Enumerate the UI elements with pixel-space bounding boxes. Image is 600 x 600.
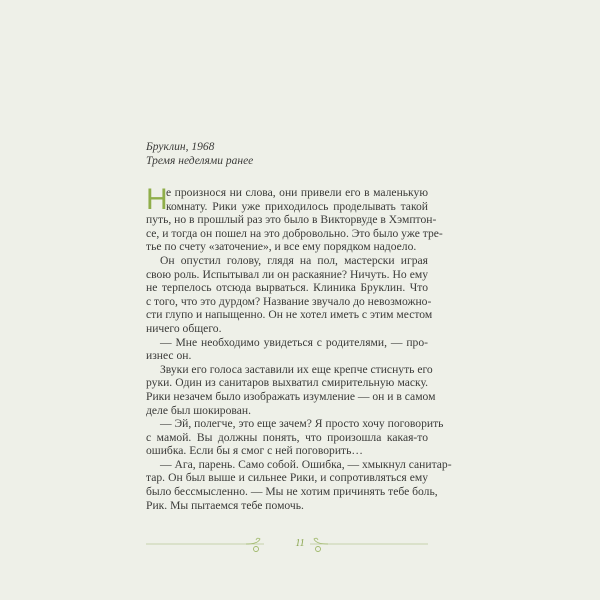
body-text bbox=[146, 183, 452, 512]
text-line: — Ага, парень. Само собой. Ошибка, — хмыкнул санитар- bbox=[160, 457, 452, 471]
text-line: — Эй, полегче, это еще зачем? Я просто хочу поговорить bbox=[160, 417, 444, 431]
text-line: тар. Он был выше и сильнее Рики, и сопротивляться ему bbox=[146, 471, 428, 485]
chapter-place-date: Бруклин, 1968 bbox=[146, 141, 215, 153]
text-line: комнату. Рики уже приходилось проделывать такой bbox=[166, 199, 428, 213]
text-line: Рик. Мы пытаемся тебе помочь. bbox=[146, 498, 304, 512]
text-line: Звуки его голоса заставили их еще крепче стиснуть его bbox=[160, 362, 433, 376]
text-line: — Мне необходимо увидеться с родителями, — про- bbox=[160, 335, 428, 349]
text-line: е произнося ни слова, они привели его в маленькую bbox=[166, 186, 428, 199]
text-line: руки. Один из санитаров выхватил смирительную маску. bbox=[146, 376, 428, 390]
text-line: с мамой. Вы должны понять, что произошла какая-то bbox=[146, 430, 428, 444]
text-line: изнес он. bbox=[146, 349, 192, 363]
text-line: тье по счету «заточение», и все ему порядком надоело. bbox=[146, 240, 417, 254]
text-line: сти глупо и напыщенно. Он не хотел иметь с этим местом bbox=[146, 308, 433, 322]
text-line: ошибка. Если бы я смог с ней поговорить… bbox=[146, 444, 363, 458]
text-line: Рики незачем было изображать изумление — он и в самом bbox=[146, 389, 436, 403]
text-line: путь, но в прошлый раз это было в Викторвуде в Хэмптон- bbox=[146, 213, 437, 227]
chapter-subtitle: Тремя неделями ранее bbox=[146, 155, 254, 167]
text-line: Он опустил голову, глядя на пол, мастерски играя bbox=[160, 253, 428, 267]
text-line: ничего общего. bbox=[146, 321, 222, 335]
page-number: 11 bbox=[295, 538, 305, 549]
text-line: было бессмысленно. — Мы не хотим причинять тебе боль, bbox=[146, 485, 438, 499]
text-line: с того, что это дурдом? Название звучало до невозможно- bbox=[146, 294, 432, 308]
text-line: свою роль. Испытывал ли он раскаяние? Ничуть. Но ему bbox=[146, 267, 428, 281]
text-line: деле был шокирован. bbox=[146, 403, 251, 417]
text-line: се, и тогда он пошел на это добровольно. Это было уже тре- bbox=[146, 226, 443, 240]
drop-cap: Н bbox=[146, 183, 168, 216]
text-line: не терпелось отсюда вырваться. Клиника Бруклин. Что bbox=[146, 281, 428, 295]
